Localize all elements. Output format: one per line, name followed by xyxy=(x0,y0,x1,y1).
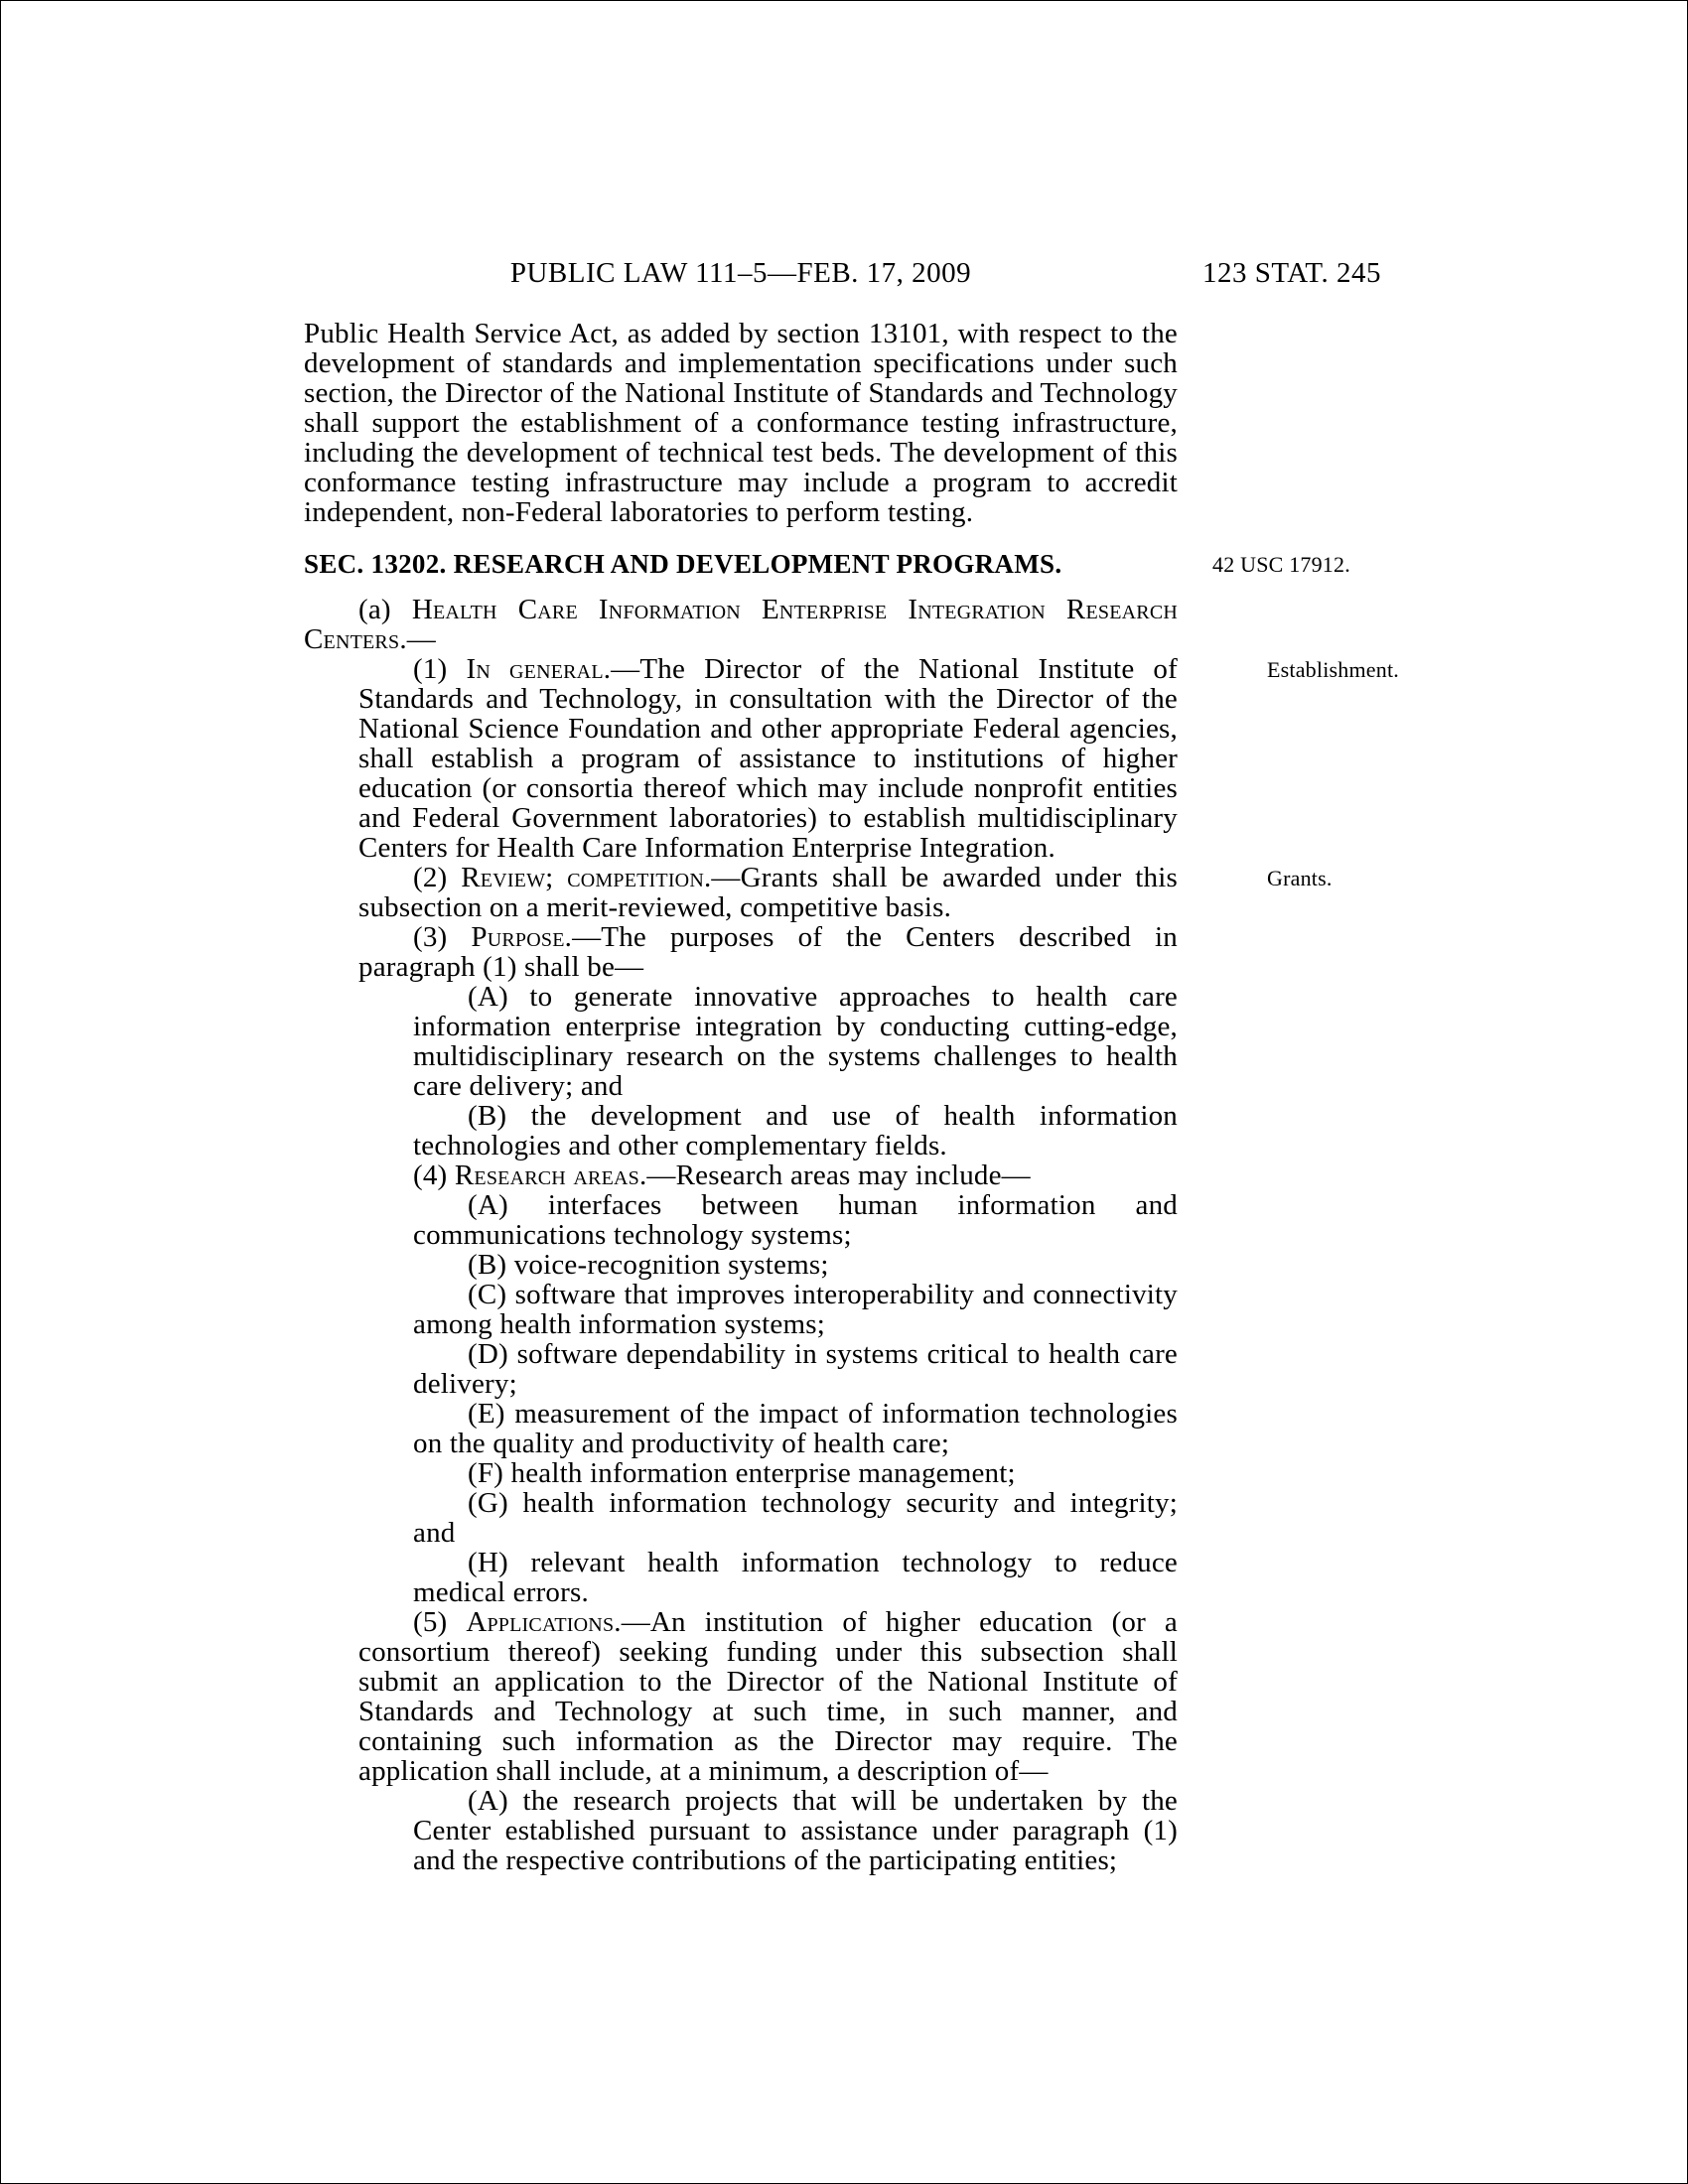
text-segment: SEC. 13202. RESEARCH AND DEVELOPMENT PROGRAMS. xyxy=(304,549,1062,579)
text-segment: Research areas xyxy=(454,1160,639,1191)
text-segment: (H) relevant health information technology to reduce medical errors. xyxy=(413,1547,1178,1608)
statute-body xyxy=(304,318,1399,1876)
text-segment: (2) xyxy=(413,862,462,893)
subparagraph-a3B xyxy=(413,1101,1178,1160)
subsection-a xyxy=(304,595,1178,654)
paragraph-a5-applications xyxy=(358,1607,1178,1786)
text-segment: (E) measurement of the impact of information technologies on the quality and productivity of health care; xyxy=(413,1398,1178,1459)
text-segment: (5) xyxy=(413,1606,467,1638)
paragraph-a1-in-general xyxy=(358,653,1399,864)
subparagraph-a4D xyxy=(413,1339,1178,1399)
text-segment: .—Grants shall be awarded under this subsection on a merit-reviewed, competitive basis. xyxy=(358,862,1178,923)
subparagraph-a5A xyxy=(413,1786,1178,1875)
text-segment: In general xyxy=(466,653,604,685)
subparagraph-a4C xyxy=(413,1280,1178,1339)
margin-note: Grants. xyxy=(1267,866,1333,890)
paragraph-a2-review-competition xyxy=(358,862,1333,923)
text-segment: Review; competition xyxy=(461,862,704,893)
text-segment: .—The purposes of the Centers described in paragraph (1) shall be— xyxy=(358,921,1178,983)
subparagraph-a4E xyxy=(413,1399,1178,1458)
margin-note: Establishment. xyxy=(1267,657,1399,682)
subparagraph-a4H xyxy=(413,1548,1178,1607)
text-segment: (1) xyxy=(413,653,467,685)
text-segment: (B) voice-recognition systems; xyxy=(468,1249,829,1281)
text-segment: (A) to generate innovative approaches to health care information enterprise integration by conducting cutting-edge, multidisciplinary research on the systems challenges to health care delivery; and xyxy=(413,981,1178,1102)
text-segment: (a) xyxy=(358,594,412,625)
subparagraph-a4B xyxy=(413,1250,1178,1280)
text-segment: .—The Director of the National Institute of Standards and Technology, in consultation with the Director of the National Science Foundation and other appropriate Federal agencies, shall establish a program of assistance to institutions of higher education (or consortia thereof which may include nonprofit entities and Federal Government laboratories) to establish multidisciplinary Centers for Health Care Information Enterprise Integration. xyxy=(358,653,1178,864)
running-header xyxy=(304,257,1381,297)
text-segment: Health Care Information Enterprise Integration Research Centers xyxy=(304,594,1178,655)
text-segment: (3) xyxy=(413,921,472,953)
text-segment: Purpose xyxy=(471,921,565,953)
text-segment: .—Research areas may include— xyxy=(638,1160,1031,1191)
text-segment: (F) health information enterprise management; xyxy=(468,1457,1016,1489)
text-segment: (4) xyxy=(413,1160,455,1191)
text-segment: (A) the research projects that will be undertaken by the Center established pursuant to assistance under paragraph (1) and the respective contributions of the participating entities; xyxy=(413,1785,1178,1876)
text-segment: .—An institution of higher education (or a consortium thereof) seeking funding under this subsection shall submit an application to the Director of the National Institute of Standards and Technology at such time, in such manner, and containing such information as the Director may require. The application shall include, at a minimum, a description of— xyxy=(358,1606,1178,1787)
text-segment: (B) the development and use of health information technologies and other complementary fields. xyxy=(413,1100,1178,1161)
law-title: PUBLIC LAW 111–5—FEB. 17, 2009 xyxy=(509,257,972,289)
subparagraph-a3A xyxy=(413,982,1178,1101)
paragraph-a4-research-areas xyxy=(358,1160,1178,1190)
text-segment: Applications xyxy=(466,1606,615,1638)
stat-page-number: 123 STAT. 245 xyxy=(1201,257,1381,289)
margin-note: 42 USC 17912. xyxy=(1212,552,1350,577)
paragraph-a3-purpose xyxy=(358,922,1178,982)
subparagraph-a4G xyxy=(413,1488,1178,1548)
text-segment: .— xyxy=(399,623,436,655)
text-segment: (C) software that improves interoperability and connectivity among health information systems; xyxy=(413,1279,1178,1340)
text-segment: (A) interfaces between human information and communications technology systems; xyxy=(413,1189,1178,1251)
subparagraph-a4F xyxy=(413,1458,1178,1488)
text-segment: Public Health Service Act, as added by section 13101, with respect to the development of standards and implementation specifications under such section, the Director of the National Institute of Standards and Technology shall support the establishment of a conformance testing infrastructure, including the development of technical test beds. The development of this conformance testing infrastructure may include a program to accredit independent, non-Federal laboratories to perform testing. xyxy=(304,318,1178,528)
subparagraph-a4A xyxy=(413,1190,1178,1250)
intro-paragraph xyxy=(304,319,1178,527)
text-segment: (G) health information technology security and integrity; and xyxy=(413,1487,1178,1549)
section-heading-13202 xyxy=(304,549,1350,579)
text-segment: (D) software dependability in systems critical to health care delivery; xyxy=(413,1338,1178,1400)
